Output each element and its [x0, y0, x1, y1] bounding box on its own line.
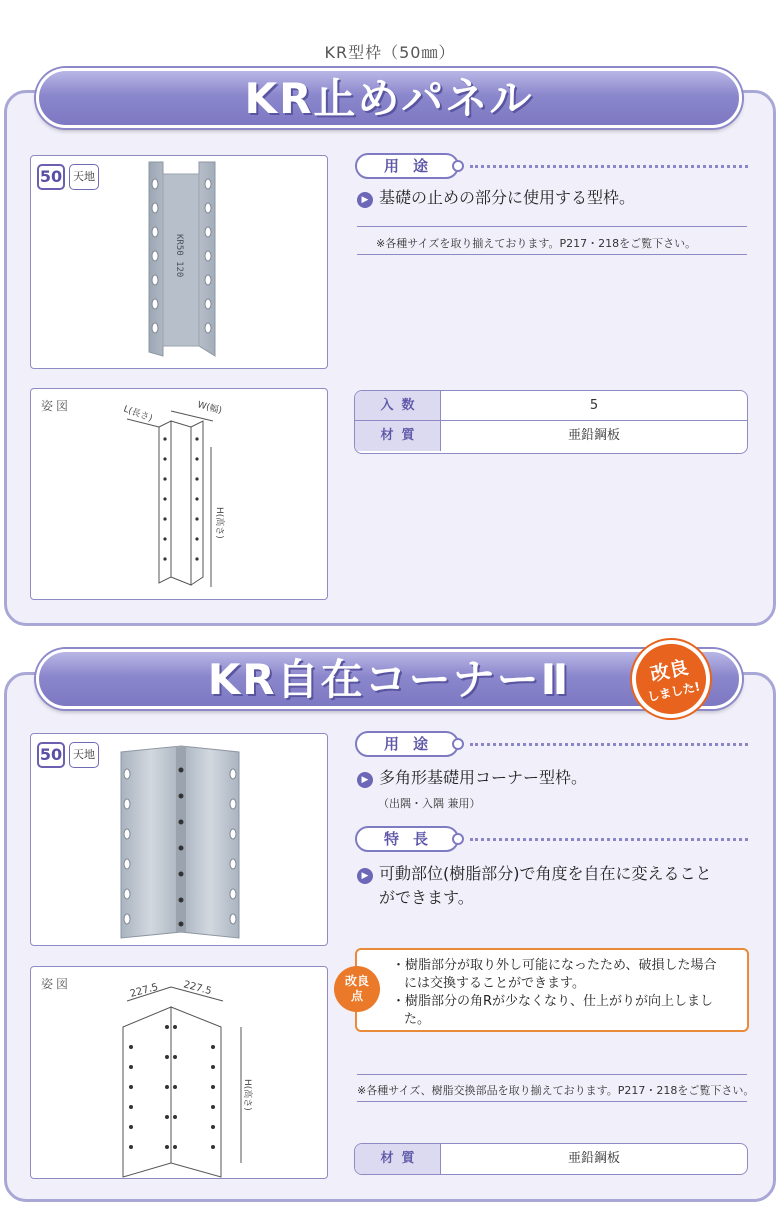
improvement-line: には交換することができます。 [404, 976, 585, 991]
size-badge: 50 [37, 742, 65, 768]
usage-text-1: 基礎の止めの部分に使用する型枠。 [379, 188, 636, 207]
product-photo-box-2 [30, 733, 328, 946]
tenchi-badge: 天地 [69, 742, 99, 768]
usage-heading-1: 用途 [355, 153, 459, 179]
spec-table-2 [354, 1143, 748, 1175]
dim-W: W(幅) [196, 400, 223, 417]
play-bullet-icon: ▶ [357, 868, 373, 884]
starburst-line1: 改良 [648, 656, 691, 686]
feature-text-1: 可動部位(樹脂部分)で角度を自在に変えること [379, 864, 712, 883]
product-title-1: KR止めパネル [244, 74, 534, 123]
improvement-line: ・樹脂部分が取り外し可能になったため、破損した場合 [392, 958, 717, 973]
usage-text-2: 多角形基礎用コーナー型枠。 [379, 768, 588, 787]
feature-line-1 [357, 862, 712, 886]
spec-row [355, 421, 747, 451]
feature-heading: 特長 [355, 826, 459, 852]
dotted-rule [470, 165, 748, 168]
dotted-rule [470, 838, 748, 841]
divider [357, 1074, 747, 1075]
pill-knob [452, 738, 464, 750]
dotted-rule [470, 743, 748, 746]
improvement-line: た。 [404, 1012, 431, 1027]
series-caption: KR型枠（50㎜） [324, 43, 456, 62]
pill-knob [452, 160, 464, 172]
spec-key: 入数 [355, 391, 441, 420]
divider [357, 1101, 747, 1102]
spec-table-1 [354, 390, 748, 454]
feature-text-2: ができます。 [379, 888, 474, 907]
size-note-1: ※各種サイズを取り揃えております。P217・218をご覧下さい。 [376, 237, 697, 250]
starburst-line2: しました! [646, 679, 702, 705]
improvement-label-1: 改良 [344, 974, 369, 988]
usage-line-1 [357, 186, 635, 210]
divider [357, 254, 747, 255]
dim-H: H(高さ) [242, 1079, 252, 1111]
dim-L: L(長さ) [121, 404, 154, 425]
stop-panel-photo [31, 156, 329, 370]
usage-subnote: （出隅・入隅 兼用） [378, 797, 481, 810]
play-bullet-icon: ▶ [357, 192, 373, 208]
dim-left: 227.5 [128, 981, 160, 1000]
panel-stamp: KR50 120 [174, 234, 184, 278]
tenchi-badge: 天地 [69, 164, 99, 190]
product-title-2: KR自在コーナーⅡ [207, 655, 571, 704]
improvement-badge [334, 966, 380, 1012]
drawing-box-2 [30, 966, 328, 1179]
spec-value: 5 [589, 398, 599, 413]
drawing-label: 姿図 [41, 977, 72, 991]
dim-H: H(高さ) [214, 507, 224, 539]
usage-heading-2: 用途 [355, 731, 459, 757]
size-note-2: ※各種サイズ、樹脂交換部品を取り揃えております。P217・218をご覧下さい。 [357, 1084, 755, 1097]
product-photo-box-1 [30, 155, 328, 369]
spec-row [355, 391, 747, 421]
pill-knob [452, 833, 464, 845]
drawing-label: 姿図 [41, 399, 72, 413]
usage-line-2 [357, 766, 587, 790]
improvement-label-2: 点 [350, 989, 363, 1003]
play-bullet-icon: ▶ [357, 772, 373, 788]
spec-value: 亜鉛鋼板 [567, 1151, 620, 1166]
divider [357, 226, 747, 227]
drawing-box-1 [30, 388, 328, 600]
spec-key: 材質 [355, 421, 441, 451]
size-badge: 50 [37, 164, 65, 190]
spec-key: 材質 [355, 1144, 441, 1174]
dim-right: 227.5 [182, 979, 213, 998]
stop-panel-drawing [31, 389, 329, 601]
free-corner-drawing [31, 967, 329, 1180]
free-corner-photo [31, 734, 329, 947]
spec-value: 亜鉛鋼板 [567, 428, 620, 443]
title-banner-1 [36, 68, 742, 128]
spec-row [355, 1144, 747, 1174]
improvement-text [392, 957, 716, 1029]
improvement-line: ・樹脂部分の角Rが少なくなり、仕上がりが向上しまし [392, 994, 714, 1009]
